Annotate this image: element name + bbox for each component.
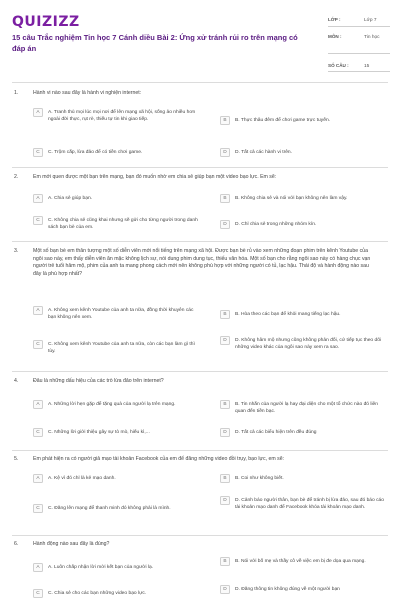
divider (12, 535, 388, 536)
option-text: A. Kệ vì đó chỉ là kẻ mạo danh. (48, 475, 116, 481)
option-letter: C (33, 504, 43, 513)
option-text: C. Chia sẻ cho các bạn những video bạo lực. (48, 590, 147, 596)
question-number: 5. (14, 456, 19, 462)
option-letter: D (220, 336, 230, 345)
option-text: D. Chỉ chia sẻ trong những nhóm kín. (235, 221, 317, 227)
option-letter: C (33, 589, 43, 598)
option-letter: A (33, 306, 43, 315)
question-text: Đâu là những dấu hiệu của các trò lừa đảo trên internet? (33, 378, 164, 384)
option-text: C. Không xem kênh Youtube của anh ta nữa, còn các bạn làm gì thì tùy. (48, 341, 195, 354)
divider (12, 371, 388, 372)
option-letter: A (33, 194, 43, 203)
option-text: B. Thực thâu đêm để chơi game trực tuyến. (235, 117, 331, 123)
question-count-label: SỐ CÂU : (328, 63, 349, 68)
question-4 (0, 378, 400, 448)
worksheet-header (0, 0, 400, 72)
option-letter: A (33, 474, 43, 483)
option-text: B. Hòa theo các bạn để khỏi mang tiếng lạc hậu. (235, 311, 341, 317)
divider (12, 167, 388, 168)
option-text: C. Những lời giới thiệu gây sự tò mò, hiếu kì,... (48, 429, 150, 435)
option-text: D. Tất cả các hành vi trên. (235, 149, 292, 155)
option-text: B. Không chia sẻ và nói với bạn không nên làm vậy. (235, 195, 348, 201)
question-1 (0, 90, 400, 170)
option-letter: C (33, 428, 43, 437)
option-text: A. Những lời hẹn gặp để tặng quà của người lạ trên mạng. (48, 401, 176, 407)
option-text: D. Đăng thông tin không đúng về một người bạn (235, 586, 340, 592)
option-letter: C (33, 340, 43, 349)
option-letter: C (33, 216, 43, 225)
question-text: Em phát hiện ra có người giả mạo tài khoản Facebook của em để đăng những video đồi trụy, bạo lực, em sẽ: (33, 456, 285, 462)
divider (12, 450, 388, 451)
question-number: 3. (14, 248, 19, 254)
option-text: B. Nói với bố mẹ và thầy cô về việc em bị đe dọa qua mạng. (235, 558, 366, 564)
option-text: C. Trộm cắp, lừa đảo để có tiền chơi game. (48, 149, 143, 155)
option-text: B. Tin nhắn của người lạ hay đại diện cho một tổ chức nào đó liên quan đến tiền bạc. (235, 401, 378, 414)
meta-row-question-count (328, 60, 390, 72)
grade-label: LỚP : (328, 17, 341, 22)
option-letter: D (220, 585, 230, 594)
option-text: A. Tranh thủ mọi lúc mọi nơi để lên mạng xã hội, sống ảo nhiều hơn ngoài đời thực, rụt rè, thiếu tự tin khi giao tiếp. (48, 109, 196, 122)
option-text: D. Cảnh báo người thân, bạn bè để tránh bị lừa đảo, sau đó báo cáo tài khoản mạo danh để Facebook khóa tài khoản mạo danh. (235, 497, 384, 510)
option-letter: D (220, 496, 230, 505)
worksheet-meta (328, 14, 390, 72)
option-letter: B (220, 116, 230, 125)
question-number: 1. (14, 90, 19, 96)
question-text: Em mới quen được một bạn trên mạng, bạn đó muốn nhờ em chia sẻ giúp bạn một video bạo lực. Em sẽ: (33, 174, 277, 180)
question-number: 2. (14, 174, 19, 180)
question-number: 6. (14, 541, 19, 547)
question-6 (0, 541, 400, 600)
option-letter: B (220, 194, 230, 203)
quizizz-logo: QUIZIZZ (12, 14, 80, 30)
worksheet-title: 15 câu Trắc nghiệm Tin học 7 Cánh diều Bài 2: Ứng xử tránh rủi ro trên mạng có đáp án (12, 33, 298, 53)
question-number: 4. (14, 378, 19, 384)
question-text: Một số bạn bè em thân tượng một số diễn viên mới nổi tiếng trên mạng xã hội. Được bạn bè rủ vào xem những đoạn phim trên kênh Youtube của ngôi sao này, em thấy diễn viên ăn mặc không lịch sự, nói dung phim dung tục, thiếu văn hóa. Một số bạn cho rằng ngôi sao này có hàng chục vạn người trẻ tuổi hâm mộ, phim của anh ta mang phong cách mới nên không phù hợp với những người có tủ, lạc hậu. Thái độ và hành động nào sau đây là phù hợp nhất? (33, 248, 371, 277)
option-text: A. Chia sẻ giúp bạn. (48, 195, 93, 201)
subject-label: MÔN : (328, 34, 342, 39)
option-letter: A (33, 108, 43, 117)
question-text: Hành động nào sau đây là đúng? (33, 541, 110, 547)
option-text: B. Coi như không biết. (235, 475, 284, 481)
option-letter: B (220, 474, 230, 483)
option-letter: B (220, 400, 230, 409)
option-text: D. Không hâm mộ nhưng cũng không phản đối, cứ tiếp tục theo dõi những video khác của ngôi sao này xem ra sao. (235, 337, 382, 350)
option-letter: B (220, 557, 230, 566)
option-text: A. Luôn chấp nhận lời mời kết bạn của người lạ. (48, 564, 154, 570)
option-letter: D (220, 220, 230, 229)
option-letter: B (220, 310, 230, 319)
option-letter: A (33, 400, 43, 409)
option-text: D. Tất cả các biểu hiện trên đều đúng (235, 429, 317, 435)
divider (12, 82, 388, 83)
option-text: A. Không xem kênh Youtube của anh ta nữa, đồng thời khuyên các bạn không nên xem. (48, 307, 194, 320)
question-3 (0, 248, 400, 368)
meta-row-subject (328, 30, 390, 54)
option-letter: D (220, 148, 230, 157)
option-letter: C (33, 148, 43, 157)
option-text: C. Không chia sẻ cũng khai nhưng sẽ gửi cho từng người trong danh sách bạn bè của em. (48, 217, 198, 230)
question-5 (0, 456, 400, 536)
question-count-value: 15 (364, 64, 370, 69)
grade-value: Lớp 7 (364, 18, 377, 23)
divider (12, 241, 388, 242)
option-letter: A (33, 563, 43, 572)
question-2 (0, 174, 400, 244)
meta-row-grade (328, 14, 390, 27)
option-text: C. Đăng lên mạng để thanh minh đó không phải là mình. (48, 505, 171, 511)
subject-value: Tin học (364, 35, 380, 40)
option-letter: D (220, 428, 230, 437)
question-text: Hành vi nào sau đây là hành vi nghiện internet: (33, 90, 142, 96)
